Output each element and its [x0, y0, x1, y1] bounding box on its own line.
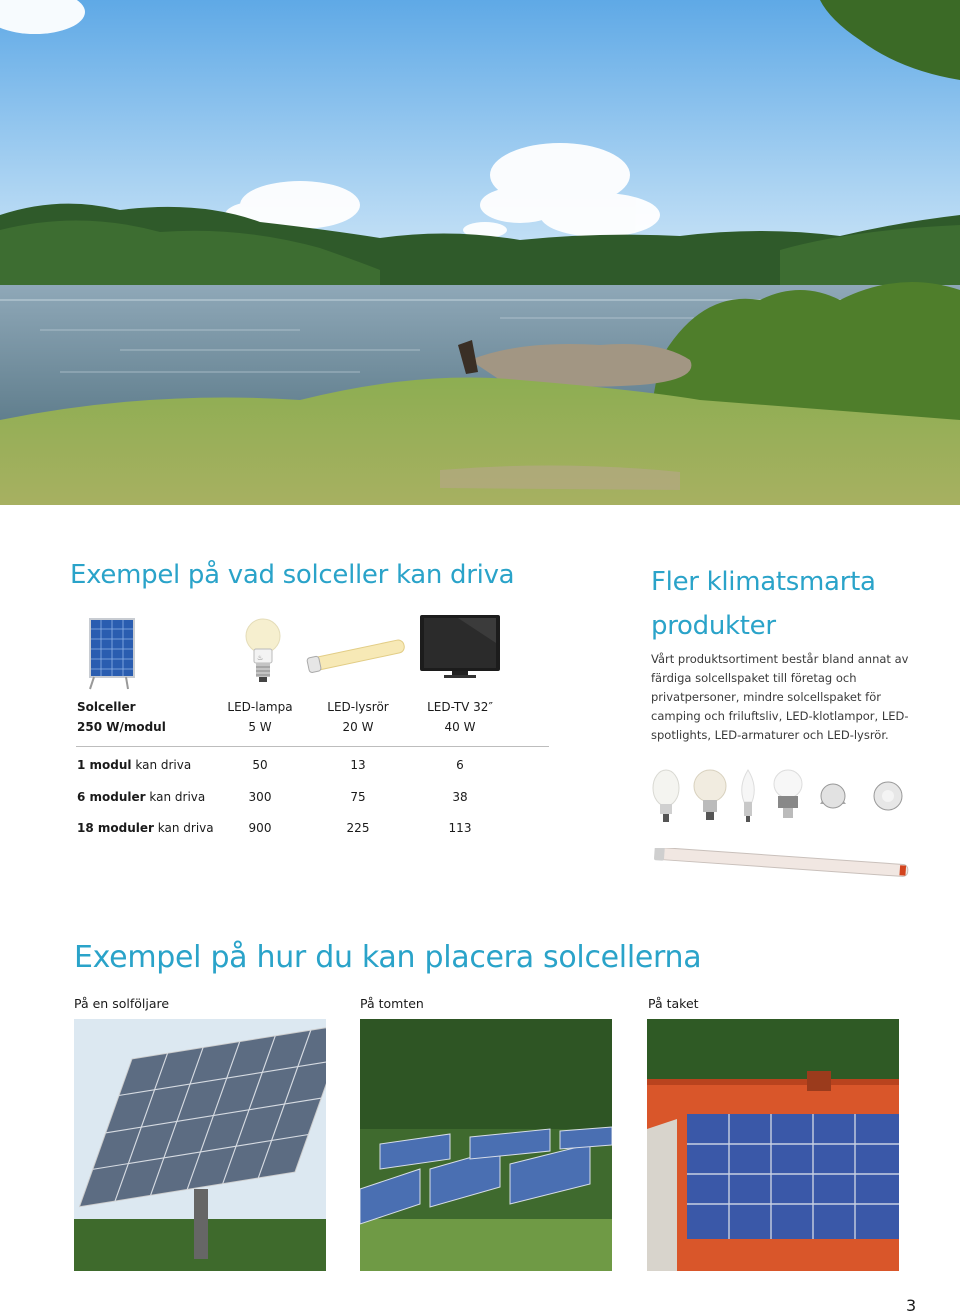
- led-tube-icon: [303, 636, 409, 674]
- table-cell: 13: [350, 758, 366, 772]
- table-row-label: 18 moduler kan driva: [77, 821, 214, 835]
- placement-heading: Exempel på hur du kan placera solcellerna: [74, 940, 702, 975]
- table-header-led-lamp-watt: 5 W: [248, 720, 272, 734]
- table-cell: 900: [248, 821, 272, 835]
- caption-ground: På tomten: [360, 996, 424, 1011]
- table-row-label: 6 moduler kan driva: [77, 790, 206, 804]
- table-header-solar-power: 250 W/modul: [77, 720, 166, 734]
- table-cell: 225: [346, 821, 370, 835]
- table-cell: 113: [448, 821, 472, 835]
- table-divider: [76, 746, 549, 747]
- examples-heading: Exempel på vad solceller kan driva: [70, 560, 515, 590]
- svg-text:♨: ♨: [257, 654, 264, 662]
- products-heading: [651, 560, 876, 648]
- table-header-solar-title: Solceller: [77, 700, 136, 714]
- led-bulb-icon: [243, 616, 283, 686]
- table-cell: 6: [456, 758, 464, 772]
- table-cell: 50: [252, 758, 268, 772]
- table-header-led-tube: LED-lysrör: [327, 700, 389, 714]
- page-number: 3: [906, 1296, 917, 1315]
- table-header-led-tv-watt: 40 W: [444, 720, 476, 734]
- table-cell: 300: [248, 790, 272, 804]
- ground-mounted-photo: [360, 1019, 612, 1271]
- led-tv-icon: [418, 613, 502, 683]
- led-tube-product-image: [650, 848, 915, 878]
- table-header-led-tube-watt: 20 W: [342, 720, 374, 734]
- products-paragraph: Vårt produktsortiment består bland annat av färdiga solcellspaket till företag och privatpersoner, mindre solcellspaket för camping och friluftsliv, LED-klotlampor, LED-spotlights, LED-armaturer och LED-lysrör.: [651, 652, 909, 742]
- table-header-led-lamp: LED-lampa: [227, 700, 293, 714]
- table-cell: 38: [452, 790, 468, 804]
- hero-lake-photo: [0, 0, 960, 505]
- products-heading-line1: Fler klimatsmarta: [651, 567, 876, 597]
- table-cell: 75: [350, 790, 366, 804]
- roof-mounted-photo: [647, 1019, 899, 1271]
- caption-solar-tracker: På en solföljare: [74, 996, 170, 1011]
- solar-panel-icon: [84, 617, 138, 691]
- caption-roof: På taket: [648, 996, 699, 1011]
- table-row-label: 1 modul kan driva: [77, 758, 192, 772]
- products-heading-line2: produkter: [651, 611, 776, 641]
- led-products-image: [648, 764, 918, 828]
- table-header-led-tv: LED-TV 32″: [427, 700, 493, 714]
- solar-tracker-photo: [74, 1019, 326, 1271]
- lake-landscape-image: [0, 0, 960, 505]
